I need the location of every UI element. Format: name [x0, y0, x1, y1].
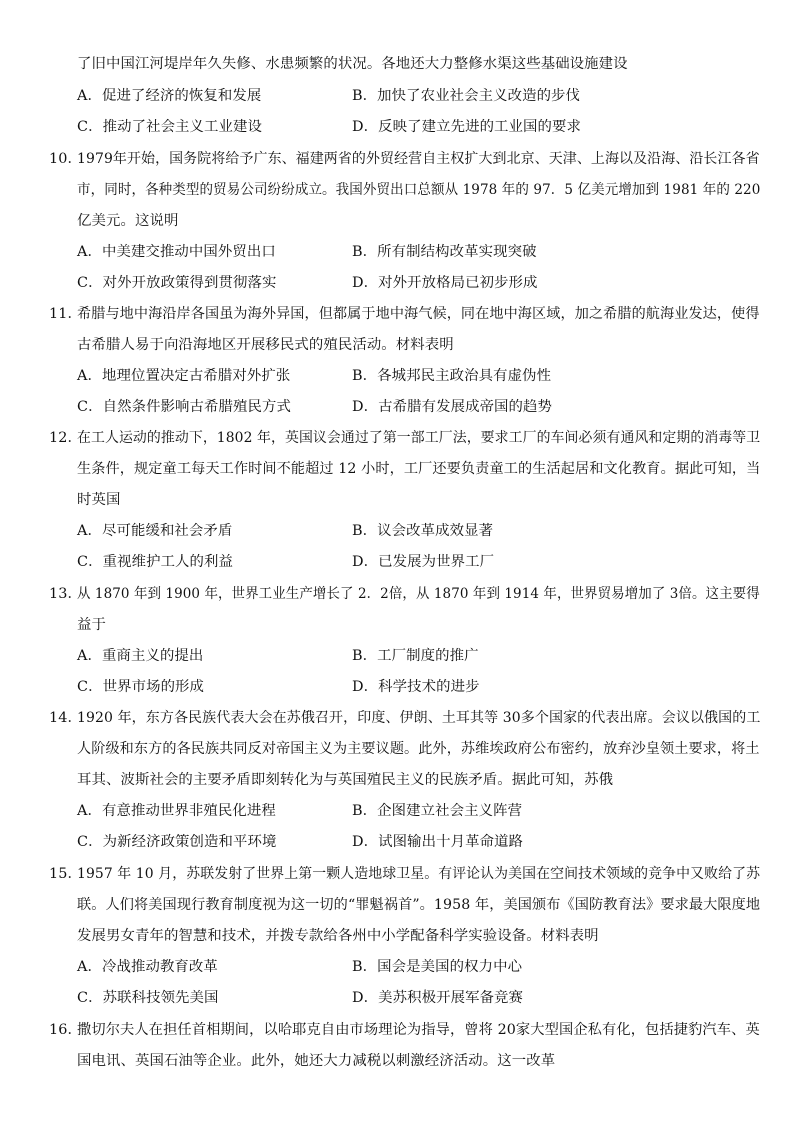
q14-option-c[interactable]: C．为新经济政策创造和平环境	[77, 834, 277, 850]
q11-option-d[interactable]: D．古希腊有发展成帝国的趋势	[352, 399, 553, 415]
q12-number: 12．	[49, 430, 83, 446]
q13-stem-line: 从 1870 年到 1900 年，世界工业生产增长了 2．2倍，从 1870 年到 1914 年，世界贸易增加了 3倍。这主要得	[77, 586, 760, 602]
q11-stem-line: 古希腊人易于向沿海地区开展移民式的殖民活动。材料表明	[77, 337, 454, 353]
q14-stem-line: 人阶级和东方的各民族共同反对帝国主义为主要议题。此外，苏维埃政府公布密约，放弃沙皇领土要求，将土	[77, 741, 760, 757]
q11-stem-line: 希腊与地中海沿岸各国虽为海外异国，但都属于地中海气候，同在地中海区域，加之希腊的航海业发达，使得	[77, 306, 760, 322]
q15-option-a[interactable]: A．冷战推动教育改革	[77, 959, 218, 975]
q14-stem-line: 耳其、波斯社会的主要矛盾即刻转化为与英国殖民主义的民族矛盾。据此可知，苏俄	[77, 772, 614, 788]
q13-option-b[interactable]: B．工厂制度的推广	[352, 648, 479, 664]
q12-option-c[interactable]: C．重视维护工人的利益	[77, 554, 234, 570]
q10-number: 10．	[49, 151, 83, 167]
q12-stem-line: 在工人运动的推动下，1802 年，英国议会通过了第一部工厂法，要求工厂的车间必须有通风和定期的消毒等卫	[77, 430, 761, 446]
q11-option-a[interactable]: A．地理位置决定古希腊对外扩张	[77, 368, 291, 384]
q14-option-d[interactable]: D．试图输出十月革命道路	[352, 834, 524, 850]
q12-stem-line: 生条件，规定童工每天工作时间不能超过 12 小时，工厂还要负责童工的生活起居和文化教育。据此可知，当	[77, 461, 761, 477]
q15-option-b[interactable]: B．国会是美国的权力中心	[352, 959, 523, 975]
q15-stem-line: 发展男女青年的智慧和技术，并拨专款给各州中小学配备科学实验设备。材料表明	[77, 928, 599, 944]
q14-stem-line: 1920 年，东方各民族代表大会在苏俄召开，印度、伊朗、土耳其等 30多个国家的代表出席。会议以俄国的工	[77, 710, 761, 726]
q10-stem-line: 亿美元。这说明	[77, 213, 179, 229]
q13-option-a[interactable]: A．重商主义的提出	[77, 648, 204, 664]
q15-number: 15．	[49, 866, 83, 882]
q9-option-a[interactable]: A．促进了经济的恢复和发展	[77, 88, 262, 104]
q9-option-b[interactable]: B．加快了农业社会主义改造的步伐	[352, 88, 581, 104]
q12-option-a[interactable]: A．尽可能缓和社会矛盾	[77, 523, 233, 539]
q12-stem-line: 时英国	[77, 492, 121, 508]
q15-stem-line: 1957 年 10 月，苏联发射了世界上第一颗人造地球卫星。有评论认为美国在空间技术领域的竞争中又败给了苏	[77, 866, 761, 882]
q13-option-d[interactable]: D．科学技术的进步	[352, 679, 480, 695]
q14-option-a[interactable]: A．有意推动世界非殖民化进程	[77, 803, 276, 819]
q11-option-b[interactable]: B．各城邦民主政治具有虚伪性	[352, 368, 552, 384]
q14-option-b[interactable]: B．企图建立社会主义阵营	[352, 803, 523, 819]
q16-number: 16．	[49, 1022, 83, 1038]
q15-option-c[interactable]: C．苏联科技领先美国	[77, 990, 219, 1006]
q9-stem-line: 了旧中国江河堤岸年久失修、水患频繁的状况。各地还大力整修水渠这些基础设施建设	[77, 56, 628, 72]
q10-stem-line: 市，同时，各种类型的贸易公司纷纷成立。我国外贸出口总额从 1978 年的 97．5 亿美元增加到 1981 年的 220	[77, 182, 761, 198]
q12-option-d[interactable]: D．已发展为世界工厂	[352, 554, 495, 570]
q13-option-c[interactable]: C．世界市场的形成	[77, 679, 205, 695]
q13-number: 13．	[49, 586, 83, 602]
q16-stem-line: 国电讯、英国石油等企业。此外，她还大力减税以刺激经济活动。这一改革	[77, 1053, 556, 1069]
q9-option-d[interactable]: D．反映了建立先进的工业国的要求	[352, 119, 581, 135]
q10-option-c[interactable]: C．对外开放政策得到贯彻落实	[77, 275, 277, 291]
q13-stem-line: 益于	[77, 617, 106, 633]
q15-stem-line: 联。人们将美国现行教育制度视为这一切的“罪魁祸首”。1958 年，美国颁布《国防教育法》要求最大限度地	[77, 897, 761, 913]
q10-option-a[interactable]: A．中美建交推动中国外贸出口	[77, 244, 276, 260]
q11-number: 11．	[49, 306, 83, 322]
q10-option-d[interactable]: D．对外开放格局已初步形成	[352, 275, 538, 291]
q9-option-c[interactable]: C．推动了社会主义工业建设	[77, 119, 262, 135]
q16-stem-line: 撒切尔夫人在担任首相期间，以哈耶克自由市场理论为指导，曾将 20家大型国企私有化，包括捷豹汽车、英	[77, 1022, 760, 1038]
q10-stem-line: 1979年开始，国务院将给予广东、福建两省的外贸经营自主权扩大到北京、天津、上海以及沿海、沿长江各省	[77, 151, 760, 167]
q12-option-b[interactable]: B．议会改革成效显著	[352, 523, 494, 539]
q11-option-c[interactable]: C．自然条件影响古希腊殖民方式	[77, 399, 291, 415]
q14-number: 14．	[49, 710, 83, 726]
q10-option-b[interactable]: B．所有制结构改革实现突破	[352, 244, 537, 260]
q15-option-d[interactable]: D．美苏积极开展军备竞赛	[352, 990, 524, 1006]
